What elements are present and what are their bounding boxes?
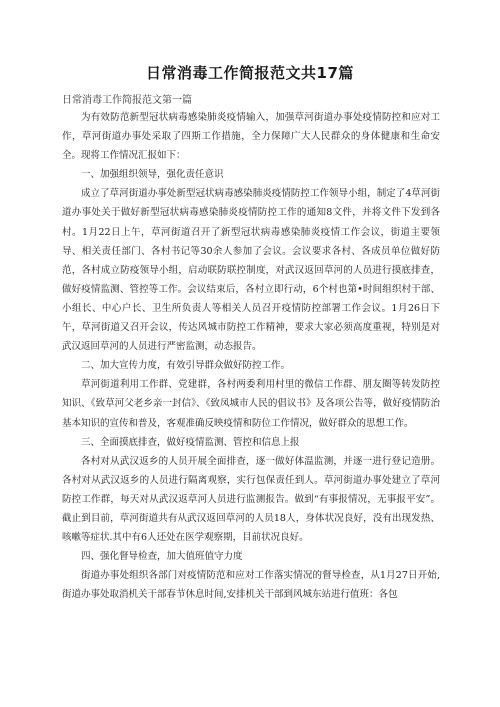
document-subtitle: 日常消毒工作简报范文第一篇	[62, 95, 192, 106]
body-paragraph: 各村对从武汉返乡的人员开展全面排查，逐一做好体温监测，并逐一进行登记造册。各村对从武汉返乡的人员进行隔离观察，实行包保责任到人。草河街道办事处建立了草河防控工作群，每天对从武汉返草河人员进行监测报告。做到“有事报情况，无事报平安”。截止到目前，草河街道共有从武汉返回草河的人员18人，身体状况良好，没有出现发热、咳嗽等症状.其中有6人还处在医学观察期，目前状况良好。	[62, 455, 440, 544]
section-heading: 四、强化督导检查，加大值班值守力度	[81, 551, 243, 563]
body-paragraph: 成立了草河街道办事处新型冠状病毒感染肺炎疫情防控工作领导小组，制定了4草河街道办事处关于做好新型冠状病毒感染肺炎疫情防控工作的通知8文件，并将文件下发到各村。1月22日上午，草河街道召开了新型冠状病毒感染肺炎疫情工作会议，街道主要领导、相关责任部门、各村书记等30余人参加了会议。会议要求各村、各成员单位做好防范，各村成立防疫领导小组，启动联防联控制度，对武汉返回草河的人员进行摸底排查，做好疫情监测、管控等工作。会议结束后，各村立即行动，6个村也第•时间组织村干部、小组长、中心户长、卫生所负责人等相关人员召开疫情防控部署工作会议。1月26日下午，草河街道又召开会议，传达风城市防控工作精神，要求大家必须高度重视，特别是对武汉返回草河的人员进行严密监测，动态报告。	[62, 188, 440, 353]
document-title: 日常消毒工作简报范文共17篇	[146, 64, 354, 82]
section-heading: 二、加大宣传力度，有效引导群众做好防控工作。	[81, 360, 291, 372]
body-paragraph: 为有效防范新型冠状病毒感染肺炎疫情输入，加强草河街道办事处疫情防控和应对工作，草河街道办事处采取了四斯工作措施，全力保障广大人民群众的身体健康和生命安全。现将工作情况汇报如下：	[62, 112, 440, 162]
section-heading: 三、全面摸底排查，做好疫情监测、管控和信息上报	[81, 436, 300, 448]
section-heading: 一、加强组织领导，强化责任意识	[81, 169, 224, 181]
body-paragraph: 街道办事处组织各部门对疫情防范和应对工作落实情况的督导检查，从1月27日开始,街道办事处取消机关干部春节休息时间,安排机关干部到风城东站进行值班：各包	[62, 570, 440, 601]
body-paragraph: 草河街道利用工作群、党建群，各村两委利用村里的微信工作群、朋友圈等转发防控知识、《致草河父老乡亲一封信》、《致凤城市人民的倡议书》及各项公告等，做好疫情防治基本知识的宣传和普及，客观准确反映疫情和防位工作情况，做好群众的思想工作。	[62, 379, 440, 429]
document-body	[62, 108, 440, 604]
